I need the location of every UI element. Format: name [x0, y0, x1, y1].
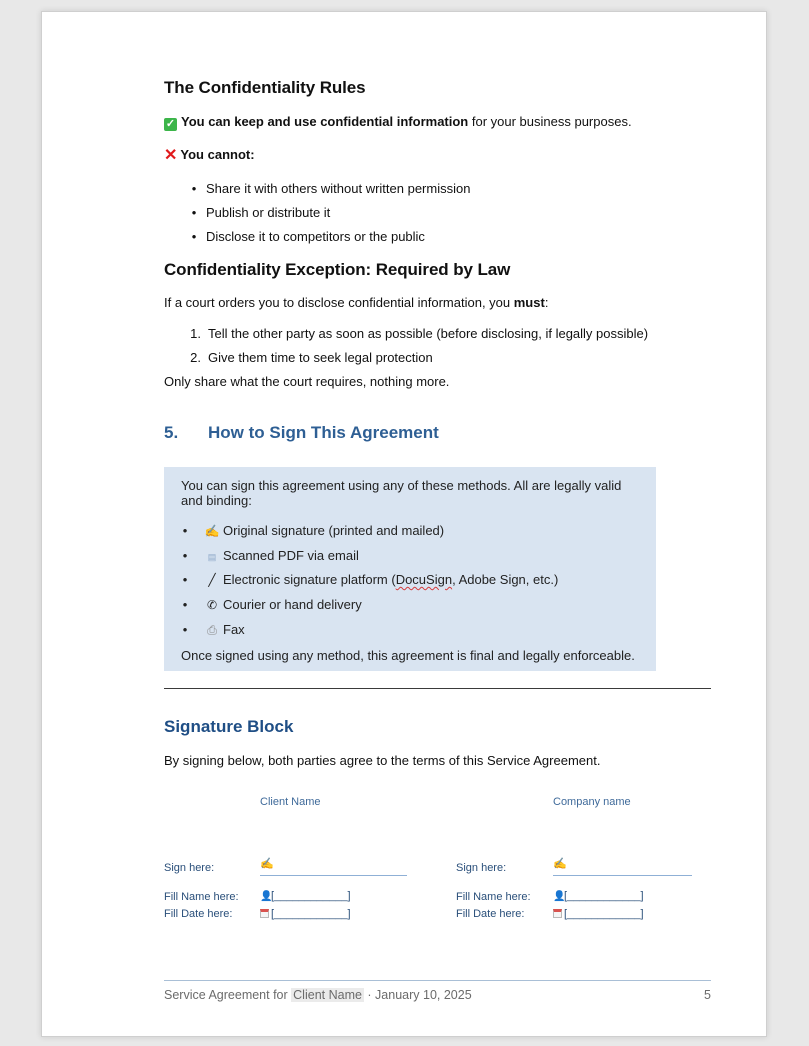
- fax-document-icon: ▤: [207, 552, 217, 562]
- method-text: Original signature (printed and mailed): [223, 523, 445, 538]
- person-icon: 👤: [553, 891, 566, 902]
- footer-divider: [164, 980, 711, 981]
- client-fill-date-field[interactable]: [260, 908, 351, 920]
- method-text: , Adobe Sign, etc.): [452, 572, 559, 587]
- client-signature-line[interactable]: [260, 875, 407, 876]
- section-divider: [164, 688, 711, 689]
- client-fill-name-field[interactable]: [260, 890, 351, 902]
- fill-date-value: [____________]: [564, 908, 644, 920]
- section-number: 5.: [164, 423, 179, 442]
- pen-icon: ╱: [208, 573, 216, 587]
- method-text: Courier or hand delivery: [223, 597, 362, 612]
- exception-intro: [164, 295, 548, 310]
- document-page: [41, 11, 767, 1037]
- footer-prefix: Service Agreement for: [164, 988, 292, 1002]
- bullet-icon: •: [191, 181, 197, 196]
- list-item-text: Disclose it to competitors or the public: [206, 229, 425, 244]
- company-fill-date-field[interactable]: [553, 908, 644, 920]
- exception-intro-bold: must: [513, 295, 545, 310]
- bullet-icon: •: [182, 548, 188, 563]
- calendar-icon: [260, 909, 269, 918]
- signature-block-intro: By signing below, both parties agree to the terms of this Service Agreement.: [164, 753, 601, 768]
- writing-hand-icon: ✍: [260, 858, 274, 870]
- fill-date-label: Fill Date here:: [456, 908, 525, 920]
- writing-hand-icon: ✍: [204, 524, 220, 538]
- bullet-icon: •: [182, 597, 188, 612]
- signing-methods-box: [164, 467, 656, 671]
- bullet-icon: •: [191, 229, 197, 244]
- cross-mark-icon: ✕: [164, 147, 178, 164]
- bullet-icon: •: [182, 523, 188, 538]
- company-signature-line[interactable]: [553, 875, 692, 876]
- phone-icon: ✆: [206, 598, 218, 612]
- check-mark-icon: ✓: [165, 118, 176, 130]
- list-item-text: Share it with others without written permission: [206, 181, 471, 196]
- item-number: 1.: [190, 326, 201, 341]
- item-text: Tell the other party as soon as possible (before disclosing, if legally possible): [208, 326, 649, 341]
- can-keep-bold-text: You can keep and use confidential information: [181, 114, 469, 129]
- bullet-icon: •: [182, 572, 188, 587]
- signing-methods-closing: Once signed using any method, this agreement is final and legally enforceable.: [181, 648, 635, 663]
- footer-text: [164, 988, 472, 1002]
- method-text: Scanned PDF via email: [223, 548, 359, 563]
- list-item-text: Publish or distribute it: [206, 205, 331, 220]
- item-text: Give them time to seek legal protection: [208, 350, 433, 365]
- exception-intro-text: If a court orders you to disclose confidential information, you: [164, 295, 514, 310]
- signature-block-heading: Signature Block: [164, 717, 294, 736]
- cannot-statement: [164, 147, 255, 162]
- method-text: Electronic signature platform (: [223, 572, 396, 587]
- can-keep-rest-text: for your business purposes.: [468, 114, 632, 129]
- client-name-label: Client Name: [260, 796, 321, 808]
- method-text: Fax: [223, 622, 245, 637]
- exception-heading: Confidentiality Exception: Required by Law: [164, 260, 511, 279]
- fill-date-value: [____________]: [271, 908, 351, 920]
- exception-intro-colon: :: [544, 295, 549, 310]
- company-name-label: Company name: [553, 796, 631, 808]
- can-keep-statement: [164, 114, 632, 131]
- writing-hand-icon: ✍: [553, 858, 567, 870]
- fill-name-value: [____________]: [564, 890, 644, 902]
- sign-here-label: Sign here:: [164, 862, 215, 874]
- fill-name-label: Fill Name here:: [164, 891, 239, 903]
- fill-name-label: Fill Name here:: [456, 891, 531, 903]
- section-title: How to Sign This Agreement: [208, 423, 439, 442]
- confidentiality-rules-heading: The Confidentiality Rules: [164, 78, 366, 97]
- page-number: 5: [704, 988, 711, 1002]
- signing-methods-intro: You can sign this agreement using any of these methods. All are legally valid and binding:: [181, 478, 622, 508]
- footer-date: · January 10, 2025: [363, 988, 472, 1002]
- bullet-icon: •: [191, 205, 197, 220]
- calendar-icon: [553, 909, 562, 918]
- fill-date-label: Fill Date here:: [164, 908, 233, 920]
- fill-name-value: [____________]: [271, 890, 351, 902]
- bullet-icon: •: [182, 622, 188, 637]
- footer-client-field[interactable]: Client Name: [293, 988, 362, 1002]
- sign-here-label: Sign here:: [456, 862, 507, 874]
- company-fill-name-field[interactable]: [553, 890, 644, 902]
- person-icon: 👤: [260, 891, 273, 902]
- spellcheck-flagged-word[interactable]: DocuSign: [395, 572, 453, 587]
- exception-closing: Only share what the court requires, nothing more.: [164, 374, 450, 389]
- item-number: 2.: [190, 350, 201, 365]
- printer-icon: ⎙: [207, 623, 217, 637]
- cannot-label: You cannot:: [180, 147, 255, 162]
